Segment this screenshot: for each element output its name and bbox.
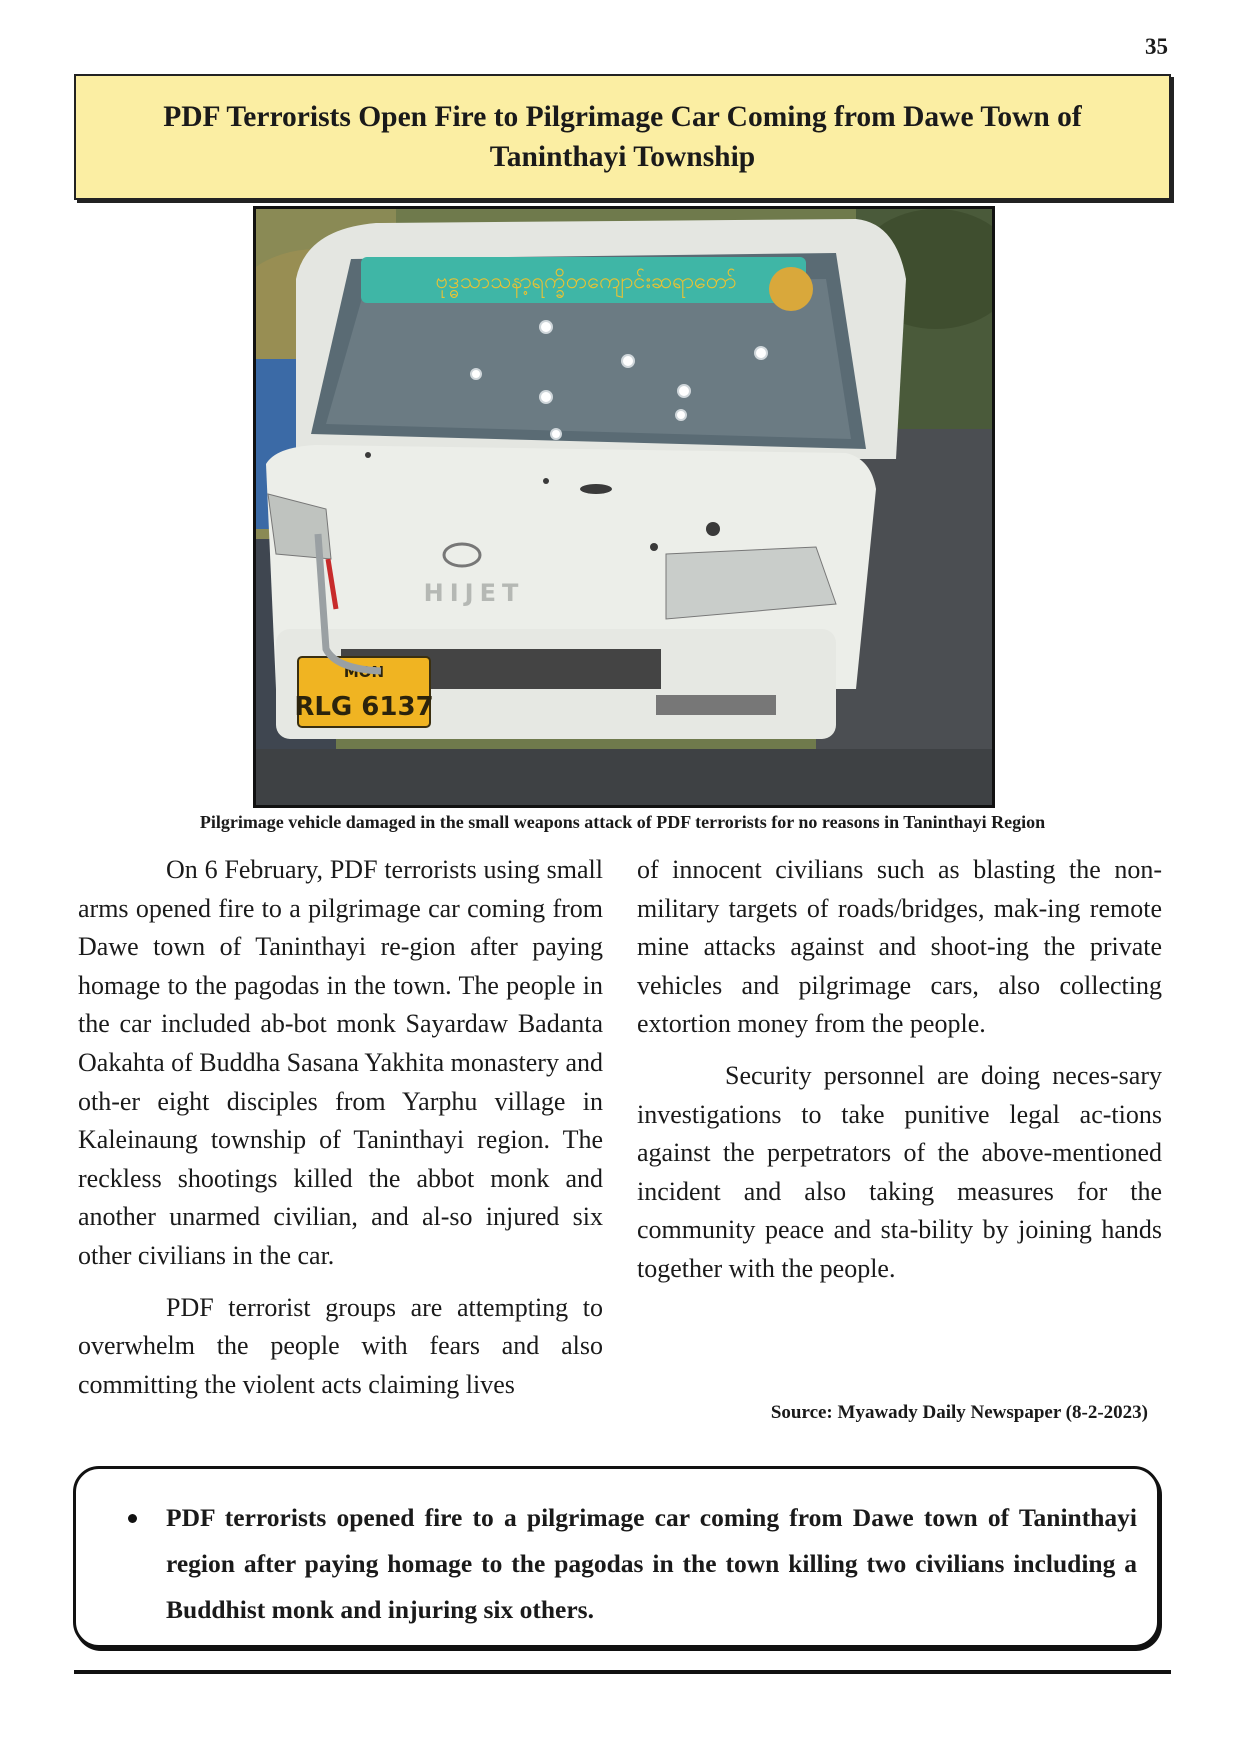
photo-caption: Pilgrimage vehicle damaged in the small weapons attack of PDF terrorists for no reasons in Taninthayi Region (199, 812, 1046, 832)
page-number: 35 (1145, 34, 1168, 59)
bullet-icon (128, 1514, 137, 1523)
plate-region: MON (343, 663, 385, 681)
paragraph: On 6 February, PDF terrorists using small arms opened fire to a pilgrimage car coming from Dawe town of Taninthayi re-gion after paying homage to the pagodas in the town. The people in the car included ab-bot monk Sayardaw Badanta Oakahta of Buddha Sasana Yakhita monastery and oth-er eight disciples from Yarphu village in Kaleinaung township of Taninthayi region. The reckless shootings killed the abbot monk and another unarmed civilian, and al-so injured six other civilians in the car. (78, 855, 603, 1270)
vehicle-photo-illustration (256, 209, 992, 805)
summary-list (128, 1495, 1137, 1633)
plate-number: RLG 6137 (294, 692, 434, 722)
paragraph: Security personnel are doing neces-sary investigations to take punitive legal ac-tions against the perpetrators of the above-mentioned incident and also taking measures for the community peace and sta-bility by joining hands together with the people. (637, 1060, 1162, 1283)
article-column-right (637, 851, 1162, 1289)
banner-text: ဗုဒ္ဓသာသနာ့ရက္ခိတကျောင်းဆရာတော် (435, 269, 737, 294)
summary-box (73, 1466, 1160, 1648)
source-citation: Source: Myawady Daily Newspaper (8-2-2023) (770, 1402, 1148, 1423)
article-column-left (78, 851, 603, 1404)
summary-point (128, 1495, 1137, 1633)
article-title: PDF Terrorists Open Fire to Pilgrimage Car Coming from Dawe Town of Taninthayi Township (163, 101, 1082, 173)
paragraph: PDF terrorist groups are attempting to overwhelm the people with fears and also committing the violent acts claiming lives (78, 1292, 603, 1399)
bottom-divider (74, 1670, 1171, 1674)
article-photo (253, 206, 995, 808)
title-box (74, 74, 1171, 200)
vehicle-badge: HIJET (423, 579, 525, 607)
summary-text: PDF terrorists opened fire to a pilgrimage car coming from Dawe town of Taninthayi region after paying homage to the pagodas in the town killing two civilians including a Buddhist monk and injuring six others. (166, 1503, 1137, 1624)
paragraph: of innocent civilians such as blasting the non-military targets of roads/bridges, mak-ing remote mine attacks against and shoot-ing the private vehicles and pilgrimage cars, also collecting extortion money from the people. (637, 855, 1162, 1039)
